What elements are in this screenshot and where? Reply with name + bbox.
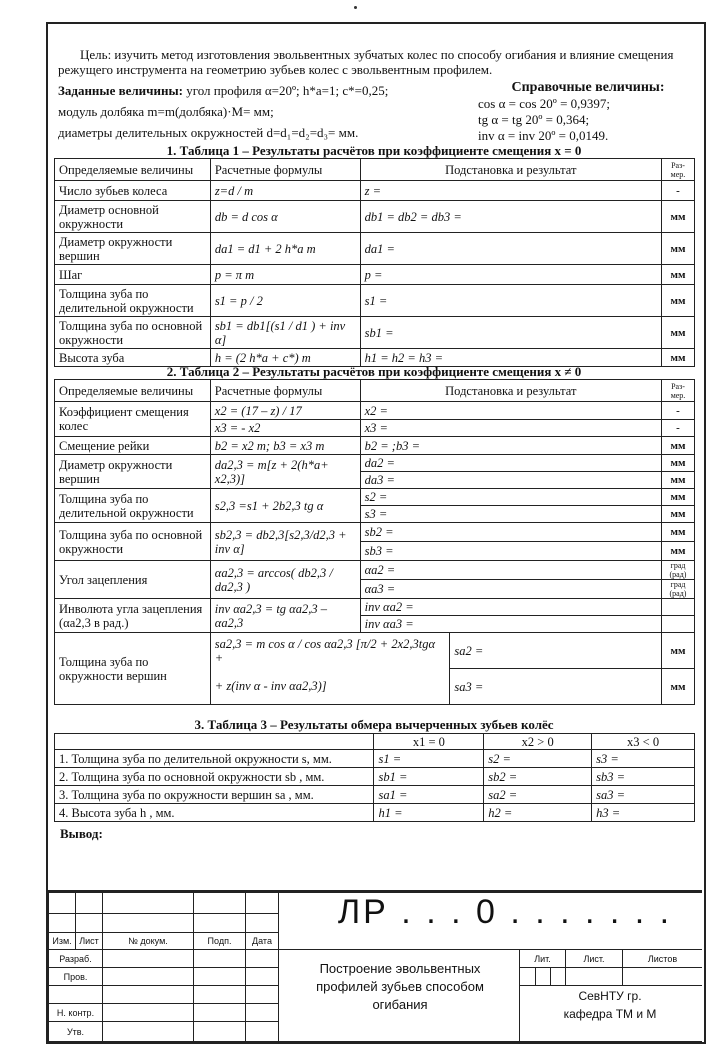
row-formula: h = (2 h*a + c*) m — [210, 349, 360, 367]
sheet-label: Лист. — [565, 949, 623, 968]
cell[interactable]: h3 = — [592, 804, 695, 822]
cell[interactable]: s3 = — [592, 750, 695, 768]
row-unit — [662, 599, 695, 616]
row-name: Толщина зуба по основной окружности — [55, 317, 211, 349]
cell[interactable]: s1 = — [374, 750, 484, 768]
row-unit: мм — [662, 633, 695, 669]
row-formula: inv αa2,3 = tg αa2,3 – αa2,3 — [210, 599, 360, 633]
row-name: 3. Толщина зуба по окружности вершин sa , мм. — [55, 786, 374, 804]
row-sub[interactable]: x2 = — [360, 402, 661, 420]
row-sub[interactable]: db1 = db2 = db3 = — [360, 201, 661, 233]
conclusion-label: Вывод: — [60, 826, 103, 841]
col-header: Определяемые величины — [55, 380, 211, 402]
col-list: Лист — [75, 932, 103, 950]
module-text: модуль долбяка m=m(долбяка)·M= мм; — [58, 104, 274, 119]
intro-goal — [58, 47, 698, 77]
role-ncontrol: Н. контр. — [48, 1003, 103, 1022]
row-unit: мм — [661, 233, 694, 265]
row-unit: - — [662, 420, 695, 437]
row-unit: мм — [662, 542, 695, 561]
row-formula: x2 = (17 – z) / 17 — [210, 402, 360, 420]
col-header: Определяемые величины — [55, 159, 211, 181]
row-sub[interactable]: sb1 = — [360, 317, 661, 349]
col-header: Расчетные формулы — [210, 159, 360, 181]
table-row — [55, 437, 695, 455]
table-row — [55, 181, 695, 201]
row-formula: da2,3 = m[z + 2(h*a+ x2,3)] — [210, 455, 360, 489]
row-unit: - — [662, 402, 695, 420]
row-unit: град (рад) — [662, 580, 695, 599]
ref-label: Справочные величины: — [511, 80, 665, 95]
role-check: Пров. — [48, 967, 103, 986]
row-name: Диаметр окружности вершин — [55, 455, 211, 489]
table-row — [55, 768, 695, 786]
cell[interactable]: sa3 = — [592, 786, 695, 804]
table-row — [55, 489, 695, 506]
document-title: Построение эвольвентных профилей зубьев способом огибания — [316, 961, 484, 1012]
row-name: Шаг — [55, 265, 211, 285]
col-sign: Подп. — [193, 932, 246, 950]
table-row — [55, 786, 695, 804]
row-unit: мм — [662, 669, 695, 705]
cell[interactable]: h2 = — [484, 804, 592, 822]
row-formula: s2,3 =s1 + 2b2,3 tg α — [210, 489, 360, 523]
row-name: Диаметр окружности вершин — [55, 233, 211, 265]
table-row — [55, 201, 695, 233]
row-sub[interactable]: inv αa3 = — [360, 616, 661, 633]
row-sub[interactable]: z = — [360, 181, 661, 201]
table-row — [55, 633, 695, 669]
row-name: Толщина зуба по основной окружности — [55, 523, 211, 561]
row-name: Толщина зуба по окружности вершин — [55, 633, 211, 705]
cell[interactable]: sa2 = — [484, 786, 592, 804]
role-dev: Разраб. — [48, 949, 103, 968]
row-name: 1. Толщина зуба по делительной окружности s, мм. — [55, 750, 374, 768]
col-header: x2 > 0 — [484, 734, 592, 750]
col-header: Расчетные формулы — [210, 380, 360, 402]
cell[interactable]: sb2 = — [484, 768, 592, 786]
col-header — [55, 734, 374, 750]
table3-title: 3. Таблица 3 – Результаты обмера вычерченных зубьев колёс — [194, 717, 554, 732]
row-sub[interactable]: sa2 = — [450, 633, 662, 669]
role-approve: Утв. — [48, 1021, 103, 1042]
sheets-label: Листов — [622, 949, 702, 968]
col-doc: № докум. — [102, 932, 194, 950]
row-sub[interactable]: sb3 = — [360, 542, 661, 561]
row-formula: p = π m — [210, 265, 360, 285]
row-sub[interactable]: da2 = — [360, 455, 661, 472]
col-header: Раз-мер. — [662, 380, 695, 402]
table-row — [55, 402, 695, 420]
row-name: Число зубьев колеса — [55, 181, 211, 201]
row-sub[interactable]: b2 = ;b3 = — [360, 437, 661, 455]
ref-line: cos α = cos 20º = 0,9397; — [478, 96, 611, 111]
row-unit: мм — [661, 349, 694, 367]
row-unit: мм — [662, 437, 695, 455]
document-code: ЛР . . . 0 . . . . . . . — [337, 893, 673, 931]
col-header: x1 = 0 — [374, 734, 484, 750]
table2 — [54, 379, 695, 705]
given-text: угол профиля α=20º; h*a=1; c*=0,25; — [186, 83, 389, 98]
table-row — [55, 317, 695, 349]
row-name: Смещение рейки — [55, 437, 211, 455]
col-header: Подстановка и результат — [360, 380, 661, 402]
reference-values — [478, 80, 698, 144]
given-label: Заданные величины: — [58, 83, 183, 98]
row-sub[interactable]: x3 = — [360, 420, 661, 437]
table-row — [55, 750, 695, 768]
row-unit: мм — [662, 472, 695, 489]
row-unit: мм — [661, 265, 694, 285]
row-name: 4. Высота зуба h , мм. — [55, 804, 374, 822]
row-formula: sb1 = db1[(s1 / d1 ) + inv α] — [210, 317, 360, 349]
row-unit — [662, 616, 695, 633]
row-unit: мм — [662, 455, 695, 472]
row-sub[interactable]: sb2 = — [360, 523, 661, 542]
scan-dot — [354, 6, 357, 9]
table2-title: 2. Таблица 2 – Результаты расчётов при коэффициенте смещения x ≠ 0 — [166, 364, 582, 379]
row-formula: db = d cos α — [210, 201, 360, 233]
organization: СевНТУ гр. кафедра ТМ и М — [563, 989, 657, 1021]
row-formula: da1 = d1 + 2 h*a m — [210, 233, 360, 265]
row-sub[interactable]: αa3 = — [360, 580, 661, 599]
cell[interactable]: sb1 = — [374, 768, 484, 786]
row-sub[interactable]: αa2 = — [360, 561, 661, 580]
row-sub[interactable]: da1 = — [360, 233, 661, 265]
table-row — [55, 599, 695, 616]
row-formula: s1 = p / 2 — [210, 285, 360, 317]
table1-title: 1. Таблица 1 – Результаты расчётов при коэффициенте смещения x = 0 — [166, 143, 582, 158]
col-header: x3 < 0 — [592, 734, 695, 750]
row-name: 2. Толщина зуба по основной окружности sb , мм. — [55, 768, 374, 786]
row-sub[interactable]: inv αa2 = — [360, 599, 661, 616]
row-unit: мм — [661, 317, 694, 349]
row-name: Инволюта угла зацепления (αa2,3 в рад.) — [55, 599, 211, 633]
role-blank — [48, 985, 103, 1004]
row-unit: - — [661, 181, 694, 201]
col-izm: Изм. — [48, 932, 76, 950]
row-name: Толщина зуба по делительной окружности — [55, 285, 211, 317]
ref-line: inv α = inv 20º = 0,0149. — [478, 128, 609, 143]
row-sub[interactable]: sa3 = — [450, 669, 662, 705]
table-row — [55, 804, 695, 822]
lit-label: Лит. — [519, 949, 566, 968]
col-date: Дата — [245, 932, 279, 950]
cell[interactable]: s2 = — [484, 750, 592, 768]
row-sub[interactable]: s3 = — [360, 506, 661, 523]
table3 — [54, 733, 695, 822]
table1 — [54, 158, 695, 367]
row-sub[interactable]: h1 = h2 = h3 = — [360, 349, 661, 367]
table-row — [55, 455, 695, 472]
row-unit: мм — [662, 523, 695, 542]
row-sub[interactable]: s2 = — [360, 489, 661, 506]
row-name: Высота зуба — [55, 349, 211, 367]
row-sub[interactable]: p = — [360, 265, 661, 285]
row-unit: мм — [661, 285, 694, 317]
table-row — [55, 561, 695, 580]
given-values — [58, 80, 458, 143]
row-name: Угол зацепления — [55, 561, 211, 599]
cell[interactable]: sb3 = — [592, 768, 695, 786]
row-formula: b2 = x2 m; b3 = x3 m — [210, 437, 360, 455]
goal-text: Цель: изучить метод изготовления эвольвентных зубчатых колес по способу огибания и влияние смещения режущего инструмента на геометрию зубьев колес с эвольвентным профилем. — [58, 47, 674, 77]
row-sub[interactable]: da3 = — [360, 472, 661, 489]
ref-line: tg α = tg 20º = 0,364; — [478, 112, 590, 127]
row-unit: мм — [662, 506, 695, 523]
row-formula: z=d / m — [210, 181, 360, 201]
row-formula: sa2,3 = m cos α / cos αa2,3 [π/2 + 2x2,3tgα + — [210, 633, 450, 669]
row-unit: мм — [661, 201, 694, 233]
row-unit: мм — [662, 489, 695, 506]
table-row — [55, 265, 695, 285]
diameter-text: диаметры делительных окружностей d=d₁=d₂=d₃= мм. — [58, 125, 359, 140]
col-header: Раз-мер. — [661, 159, 694, 181]
row-formula: αa2,3 = arccos( db2,3 / da2,3 ) — [210, 561, 360, 599]
cell[interactable]: sa1 = — [374, 786, 484, 804]
cell[interactable]: h1 = — [374, 804, 484, 822]
table-row — [55, 523, 695, 542]
row-formula: + z(inv α - inv αa2,3)] — [210, 669, 450, 705]
row-formula: x3 = - x2 — [210, 420, 360, 437]
col-header: Подстановка и результат — [360, 159, 661, 181]
row-name: Толщина зуба по делительной окружности — [55, 489, 211, 523]
row-name: Коэффициент смещения колес — [55, 402, 211, 437]
row-sub[interactable]: s1 = — [360, 285, 661, 317]
table-row — [55, 233, 695, 265]
row-unit: град (рад) — [662, 561, 695, 580]
row-name: Диаметр основной окружности — [55, 201, 211, 233]
row-formula: sb2,3 = db2,3[s2,3/d2,3 + inv α] — [210, 523, 360, 561]
table-row — [55, 285, 695, 317]
